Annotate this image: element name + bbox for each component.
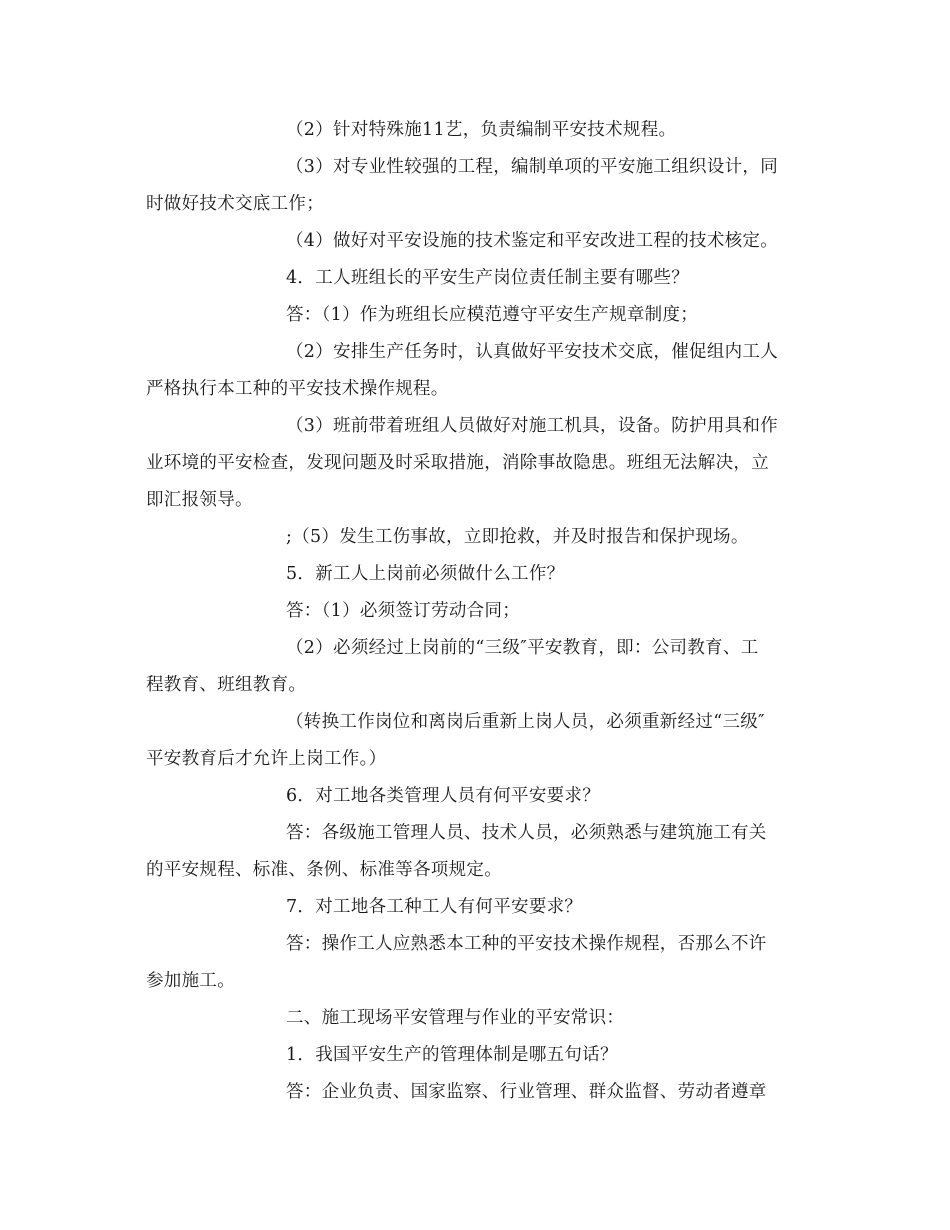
text-line: （2）针对特殊施11艺，负责编制平安技术规程。 — [286, 120, 677, 140]
text-line: 二、施工现场平安管理与作业的平安常识： — [286, 1008, 625, 1028]
text-line: 平安教育后才允许上岗工作。） — [146, 749, 387, 769]
text-line: 严格执行本工种的平安技术操作规程。 — [146, 379, 449, 399]
text-line: 时做好技术交底工作； — [146, 194, 324, 214]
text-line: 参加施工。 — [146, 971, 235, 991]
text-line: ;（5）发生工伤事故，立即抢救，并及时报告和保护现场。 — [286, 527, 749, 547]
text-line: 业环境的平安检查，发现问题及时采取措施，消除事故隐患。班组无法解决，立 — [146, 453, 769, 473]
text-line: （转换工作岗位和离岗后重新上岗人员，必须重新经过“三级″ — [286, 712, 765, 732]
text-line: 答：（1）作为班组长应模范遵守平安生产规章制度； — [286, 305, 699, 325]
text-line: 程教育、班组教育。 — [146, 675, 307, 695]
text-line: 4．工人班组长的平安生产岗位责任制主要有哪些？ — [286, 268, 690, 288]
text-line: （4）做好对平安设施的技术鉴定和平安改进工程的技术核定。 — [286, 231, 779, 251]
text-line: 答：（1）必须签订劳动合同； — [286, 601, 521, 621]
text-line: 答：各级施工管理人员、技术人员，必须熟悉与建筑施工有关 — [286, 823, 767, 843]
text-line: 5．新工人上岗前必须做什么工作？ — [286, 564, 565, 584]
text-line: （3）班前带着班组人员做好对施工机具，设备。防护用具和作 — [286, 416, 779, 436]
text-line: 7．对工地各工种工人有何平安要求？ — [286, 897, 583, 917]
text-line: （3）对专业性较强的工程，编制单项的平安施工组织设计，同 — [286, 157, 779, 177]
text-line: 1．我国平安生产的管理体制是哪五句话？ — [286, 1045, 618, 1065]
text-line: 6．对工地各类管理人员有何平安要求？ — [286, 786, 601, 806]
text-line: 答：操作工人应熟悉本工种的平安技术操作规程，否那么不许 — [286, 934, 767, 954]
text-line: 的平安规程、标准、条例、标准等各项规定。 — [146, 860, 502, 880]
text-line: （2）安排生产任务时，认真做好平安技术交底，催促组内工人 — [286, 342, 779, 362]
text-line: （2）必须经过上岗前的“三级″平安教育，即：公司教育、工 — [286, 638, 759, 658]
text-line: 答：企业负责、国家监察、行业管理、群众监督、劳动者遵章 — [286, 1082, 767, 1102]
text-line: 即汇报领导。 — [146, 490, 253, 510]
